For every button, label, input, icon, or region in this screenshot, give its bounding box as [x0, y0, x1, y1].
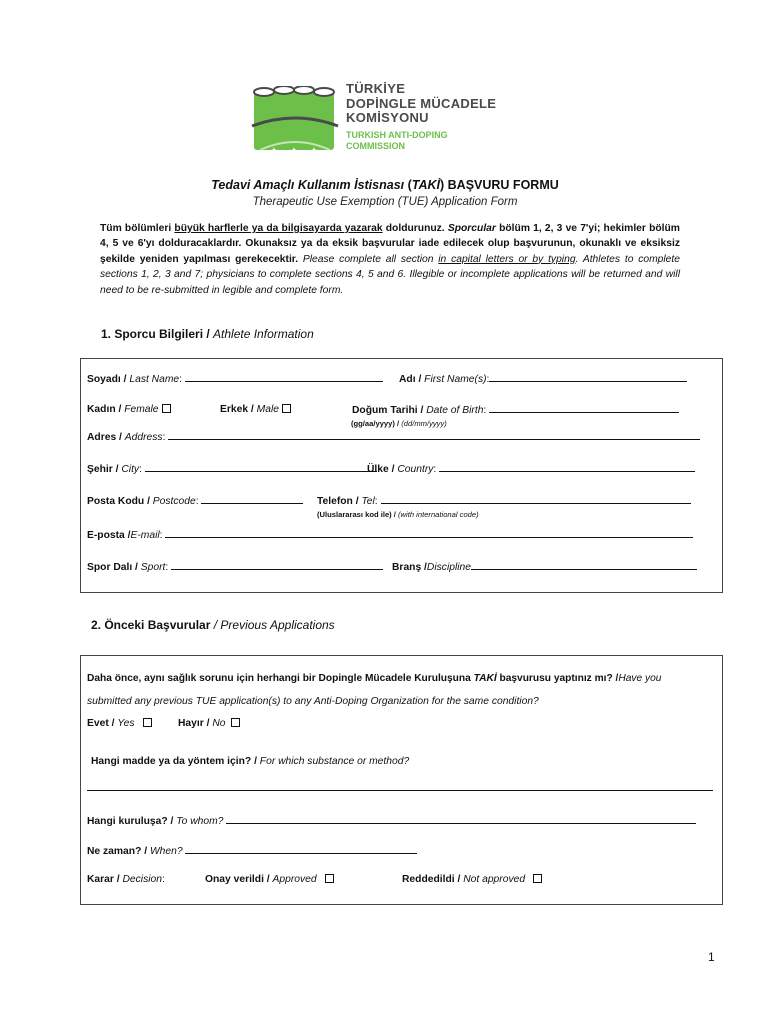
male-option[interactable]: Erkek / Male [220, 404, 291, 415]
instructions: Tüm bölümleri büyük harflerle ya da bilgisayarda yazarak doldurunuz. Sporcular bölüm 1, 2, 3 ve 7'yi; hekimler bölüm 4, 5 ve 6'yı dolduracaklardır. Okunaksız ya da eksik başvurular iade edilecek olup başvurunun, okunaklı ve eksiksiz şekilde yeniden yapılması gerekecektir. Please complete all section in capital letters or by typing. Athletes to complete sections 1, 2, 3 and 7; physicians to complete sections 4, 5 and 6. Illegible or incomplete applications will be returned and will need to be re-submitted in legible and complete form. [100, 223, 680, 296]
female-option[interactable]: Kadın / Female [87, 404, 171, 415]
phone-hint: (Uluslararası kod ile) / (with international code) [317, 510, 479, 519]
male-checkbox[interactable] [282, 404, 291, 413]
surname-field[interactable]: Soyadı / Last Name: [87, 373, 383, 385]
postcode-field[interactable]: Posta Kodu / Postcode: [87, 495, 303, 507]
decision-label: Karar / Decision: [87, 874, 165, 885]
previous-tue-question-en: submitted any previous TUE application(s) to any Anti-Doping Organization for the same condition? [87, 696, 539, 707]
no-option[interactable]: Hayır / No [178, 718, 240, 729]
yes-option[interactable]: Evet / Yes [87, 718, 152, 729]
athlete-info-box [80, 358, 723, 593]
section2-heading: 2. Önceki Başvurular / Previous Applications [91, 618, 335, 632]
logo-cups-icon [250, 86, 340, 154]
discipline-field[interactable]: Branş /Discipline [392, 561, 697, 573]
approved-checkbox[interactable] [325, 874, 334, 883]
approved-option[interactable]: Onay verildi / Approved [205, 874, 334, 885]
when-field[interactable]: Ne zaman? / When? [87, 845, 417, 857]
address-field[interactable]: Adres / Address: [87, 431, 700, 443]
previous-tue-question: Daha önce, aynı sağlık sorunu için herhangi bir Dopingle Mücadele Kuruluşuna TAKİ başvurusu yaptınız mı? /Have you [87, 673, 662, 684]
substance-question: Hangi madde ya da yöntem için? / For which substance or method? [91, 756, 410, 767]
form-title: Tedavi Amaçlı Kullanım İstisnası (TAKİ) BAŞVURU FORMU [211, 178, 559, 192]
date-of-birth-field[interactable]: Doğum Tarihi / Date of Birth: [352, 404, 679, 416]
not-approved-checkbox[interactable] [533, 874, 542, 883]
logo-subtitle: TURKISH ANTI-DOPING COMMISSION [346, 130, 448, 151]
logo [250, 82, 520, 156]
not-approved-option[interactable]: Reddedildi / Not approved [402, 874, 542, 885]
dob-format-hint: (gg/aa/yyyy) / (dd/mm/yyyy) [351, 419, 447, 428]
logo-title: TÜRKİYE DOPİNGLE MÜCADELE KOMİSYONU [346, 81, 497, 125]
page-number: 1 [708, 950, 715, 964]
city-field[interactable]: Şehir / City: [87, 463, 377, 475]
sport-field[interactable]: Spor Dalı / Sport: [87, 561, 383, 573]
previous-applications-box [80, 655, 723, 905]
country-field[interactable]: Ülke / Country: [367, 463, 695, 475]
email-field[interactable]: E-posta /E-mail: [87, 529, 693, 541]
female-checkbox[interactable] [162, 404, 171, 413]
form-subtitle: Therapeutic Use Exemption (TUE) Application Form [252, 196, 518, 208]
phone-field[interactable]: Telefon / Tel: [317, 495, 691, 507]
no-checkbox[interactable] [231, 718, 240, 727]
first-name-field[interactable]: Adı / First Name(s): [399, 373, 687, 385]
to-whom-field[interactable]: Hangi kuruluşa? / To whom? [87, 815, 696, 827]
substance-answer-line[interactable] [87, 790, 713, 791]
section1-heading: 1. Sporcu Bilgileri / Athlete Information [101, 327, 314, 341]
yes-checkbox[interactable] [143, 718, 152, 727]
